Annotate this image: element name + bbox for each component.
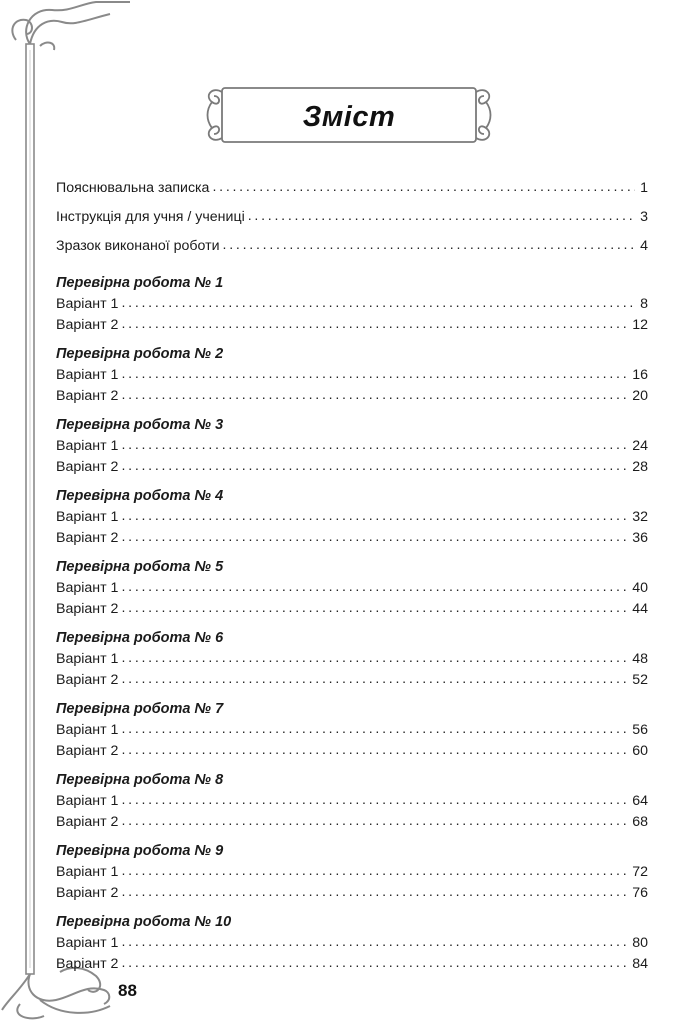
toc-entry-page: 8: [640, 296, 648, 312]
dot-leader: [121, 932, 629, 953]
toc-entry: [56, 649, 648, 670]
section-heading: Перевірна робота № 5: [56, 559, 224, 575]
toc-section: [56, 485, 648, 549]
toc-entry: [56, 812, 648, 833]
dot-leader: [121, 293, 635, 314]
toc-section: [56, 769, 648, 833]
section-heading: Перевірна робота № 8: [56, 772, 224, 788]
toc-entry-label: Варіант 1: [56, 793, 119, 809]
toc-entry-page: 3: [640, 209, 648, 225]
toc-entry: [56, 741, 648, 762]
toc-entry-page: 68: [632, 814, 648, 830]
toc-section: [56, 911, 648, 975]
toc-entry: [56, 315, 648, 336]
toc-entry-page: 60: [632, 743, 648, 759]
toc-section: [56, 414, 648, 478]
dot-leader: [121, 577, 629, 598]
toc-entry: [56, 670, 648, 691]
table-of-contents: [56, 178, 648, 975]
toc-entry: [56, 954, 648, 975]
toc-entry-page: 72: [632, 864, 648, 880]
toc-entry-label: Варіант 2: [56, 956, 119, 972]
toc-entry-label: Інструкція для учня / учениці: [56, 209, 245, 225]
dot-leader: [121, 456, 629, 477]
toc-entry-label: Пояснювальна записка: [56, 180, 210, 196]
toc-entry: [56, 178, 648, 207]
toc-entry: [56, 933, 648, 954]
toc-entry-page: 16: [632, 367, 648, 383]
toc-section: [56, 698, 648, 762]
toc-entry-label: Варіант 1: [56, 935, 119, 951]
toc-entry-label: Варіант 2: [56, 743, 119, 759]
dot-leader: [121, 719, 629, 740]
dot-leader: [121, 740, 629, 761]
toc-section: [56, 840, 648, 904]
toc-entry-page: 20: [632, 388, 648, 404]
toc-entry-label: Варіант 2: [56, 885, 119, 901]
toc-entry-label: Варіант 1: [56, 580, 119, 596]
toc-entry: [56, 207, 648, 236]
toc-entry-page: 48: [632, 651, 648, 667]
toc-entry-page: 44: [632, 601, 648, 617]
toc-entry: [56, 436, 648, 457]
toc-entry-label: Варіант 1: [56, 509, 119, 525]
section-heading: Перевірна робота № 6: [56, 630, 224, 646]
toc-entry-page: 80: [632, 935, 648, 951]
toc-section: [56, 343, 648, 407]
toc-entry-page: 64: [632, 793, 648, 809]
toc-entry-label: Варіант 2: [56, 317, 119, 333]
toc-entry: [56, 236, 648, 265]
toc-entry-label: Варіант 2: [56, 814, 119, 830]
dot-leader: [121, 506, 629, 527]
toc-entry-label: Варіант 1: [56, 864, 119, 880]
toc-entry-page: 32: [632, 509, 648, 525]
dot-leader: [121, 385, 629, 406]
title-cartouche: [216, 86, 482, 144]
toc-entry-label: Варіант 1: [56, 296, 119, 312]
dot-leader: [121, 364, 629, 385]
toc-entry: [56, 791, 648, 812]
section-heading: Перевірна робота № 7: [56, 701, 224, 717]
toc-entry-page: 40: [632, 580, 648, 596]
section-heading: Перевірна робота № 9: [56, 843, 224, 859]
dot-leader: [121, 314, 629, 335]
toc-section: [56, 556, 648, 620]
dot-leader: [121, 435, 629, 456]
dot-leader: [121, 811, 629, 832]
section-heading: Перевірна робота № 10: [56, 914, 232, 930]
page-number: 88: [118, 981, 137, 1000]
toc-entry: [56, 294, 648, 315]
section-heading: Перевірна робота № 1: [56, 275, 224, 291]
toc-entry-page: 24: [632, 438, 648, 454]
toc-entry-label: Варіант 1: [56, 651, 119, 667]
dot-leader: [121, 648, 629, 669]
dot-leader: [121, 598, 629, 619]
toc-entry-page: 84: [632, 956, 648, 972]
dot-leader: [121, 882, 629, 903]
dot-leader: [121, 861, 629, 882]
toc-entry: [56, 457, 648, 478]
dot-leader: [223, 235, 635, 256]
toc-entry: [56, 862, 648, 883]
toc-entry-page: 36: [632, 530, 648, 546]
toc-section: [56, 272, 648, 336]
dot-leader: [248, 206, 635, 227]
section-heading: Перевірна робота № 2: [56, 346, 224, 362]
toc-entry-page: 4: [640, 238, 648, 254]
toc-entry: [56, 599, 648, 620]
toc-entry-label: Варіант 2: [56, 459, 119, 475]
toc-entry-label: Варіант 1: [56, 722, 119, 738]
toc-entry-label: Варіант 1: [56, 367, 119, 383]
toc-entry-page: 28: [632, 459, 648, 475]
toc-entry: [56, 386, 648, 407]
toc-entry-label: Варіант 2: [56, 672, 119, 688]
section-heading: Перевірна робота № 3: [56, 417, 224, 433]
dot-leader: [121, 790, 629, 811]
dot-leader: [121, 527, 629, 548]
toc-entry: [56, 883, 648, 904]
dot-leader: [121, 669, 629, 690]
toc-entry-page: 52: [632, 672, 648, 688]
dot-leader: [121, 953, 629, 974]
toc-entry: [56, 507, 648, 528]
toc-entry-page: 76: [632, 885, 648, 901]
toc-entry-label: Варіант 1: [56, 438, 119, 454]
page-title: Зміст: [302, 100, 396, 133]
toc-entry-label: Варіант 2: [56, 388, 119, 404]
toc-entry: [56, 528, 648, 549]
toc-section: [56, 627, 648, 691]
toc-entry-label: Зразок виконаної роботи: [56, 238, 220, 254]
toc-entry-label: Варіант 2: [56, 601, 119, 617]
toc-entry-page: 12: [632, 317, 648, 333]
toc-entry-page: 56: [632, 722, 648, 738]
toc-entry: [56, 720, 648, 741]
toc-entry-label: Варіант 2: [56, 530, 119, 546]
toc-entry-page: 1: [640, 180, 648, 196]
toc-entry: [56, 365, 648, 386]
toc-entry: [56, 578, 648, 599]
section-heading: Перевірна робота № 4: [56, 488, 224, 504]
dot-leader: [212, 177, 635, 198]
